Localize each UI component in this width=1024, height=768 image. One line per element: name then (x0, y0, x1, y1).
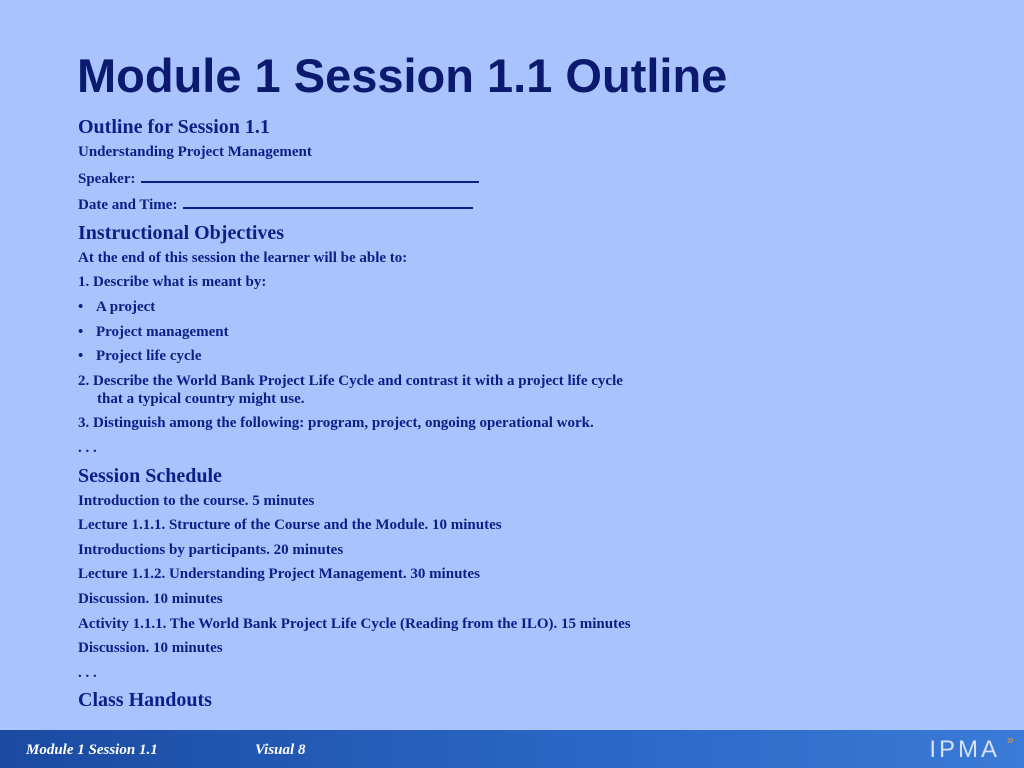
schedule-item: Lecture 1.1.2. Understanding Project Management. 30 minutes (78, 566, 480, 583)
speaker-blank (141, 168, 479, 183)
schedule-item: Introduction to the course. 5 minutes (78, 492, 315, 509)
footer-bar (0, 730, 1024, 768)
objective-2-line1: 2. Describe the World Bank Project Life Cycle and contrast it with a project life cycle (78, 372, 623, 389)
objective-bullet (78, 298, 978, 316)
footer-module-session: Module 1 Session 1.1 (26, 742, 158, 758)
datetime-blank (183, 194, 473, 209)
objective-2-line2: that a typical country might use. (97, 390, 305, 407)
datetime-label: Date and Time: (78, 197, 178, 214)
datetime-line (78, 194, 978, 214)
bullet-text: Project management (96, 323, 229, 340)
bullet-symbol: • (78, 323, 84, 340)
bullet-symbol: • (78, 348, 84, 365)
speaker-line (78, 168, 978, 188)
objective-1: 1. Describe what is meant by: (78, 274, 267, 291)
objective-3: 3. Distinguish among the following: program, project, ongoing operational work. (78, 415, 594, 432)
objectives-heading: Instructional Objectives (78, 221, 285, 244)
bullet-text: A project (96, 298, 156, 315)
objective-bullet (78, 347, 978, 365)
schedule-item: Discussion. 10 minutes (78, 640, 223, 657)
logo-arrows-icon: » (1006, 732, 1014, 747)
speaker-label: Speaker: (78, 170, 136, 187)
session-topic: Understanding Project Management (78, 144, 312, 160)
schedule-item: Activity 1.1.1. The World Bank Project Life Cycle (Reading from the ILO). 15 minutes (78, 615, 631, 632)
footer-visual-number: Visual 8 (255, 742, 306, 758)
bullet-text: Project life cycle (96, 348, 202, 365)
ipma-logo (929, 732, 1014, 764)
schedule-item: Introductions by participants. 20 minutes (78, 541, 344, 558)
ipma-logo-text: IPMA (929, 736, 1000, 763)
schedule-item: Lecture 1.1.1. Structure of the Course and the Module. 10 minutes (78, 517, 502, 534)
schedule-ellipsis: . . . (78, 664, 97, 681)
outline-heading: Outline for Session 1.1 (78, 116, 270, 138)
slide-content (78, 112, 978, 716)
slide-title: Module 1 Session 1.1 Outline (77, 49, 728, 102)
objectives-intro: At the end of this session the learner will be able to: (78, 249, 408, 266)
objective-bullet (78, 323, 978, 341)
bullet-symbol: • (78, 298, 84, 315)
schedule-item: Discussion. 10 minutes (78, 590, 223, 607)
schedule-heading: Session Schedule (78, 464, 222, 487)
handouts-heading: Class Handouts (78, 689, 212, 712)
objective-2 (78, 372, 978, 408)
objectives-ellipsis: . . . (78, 439, 97, 456)
